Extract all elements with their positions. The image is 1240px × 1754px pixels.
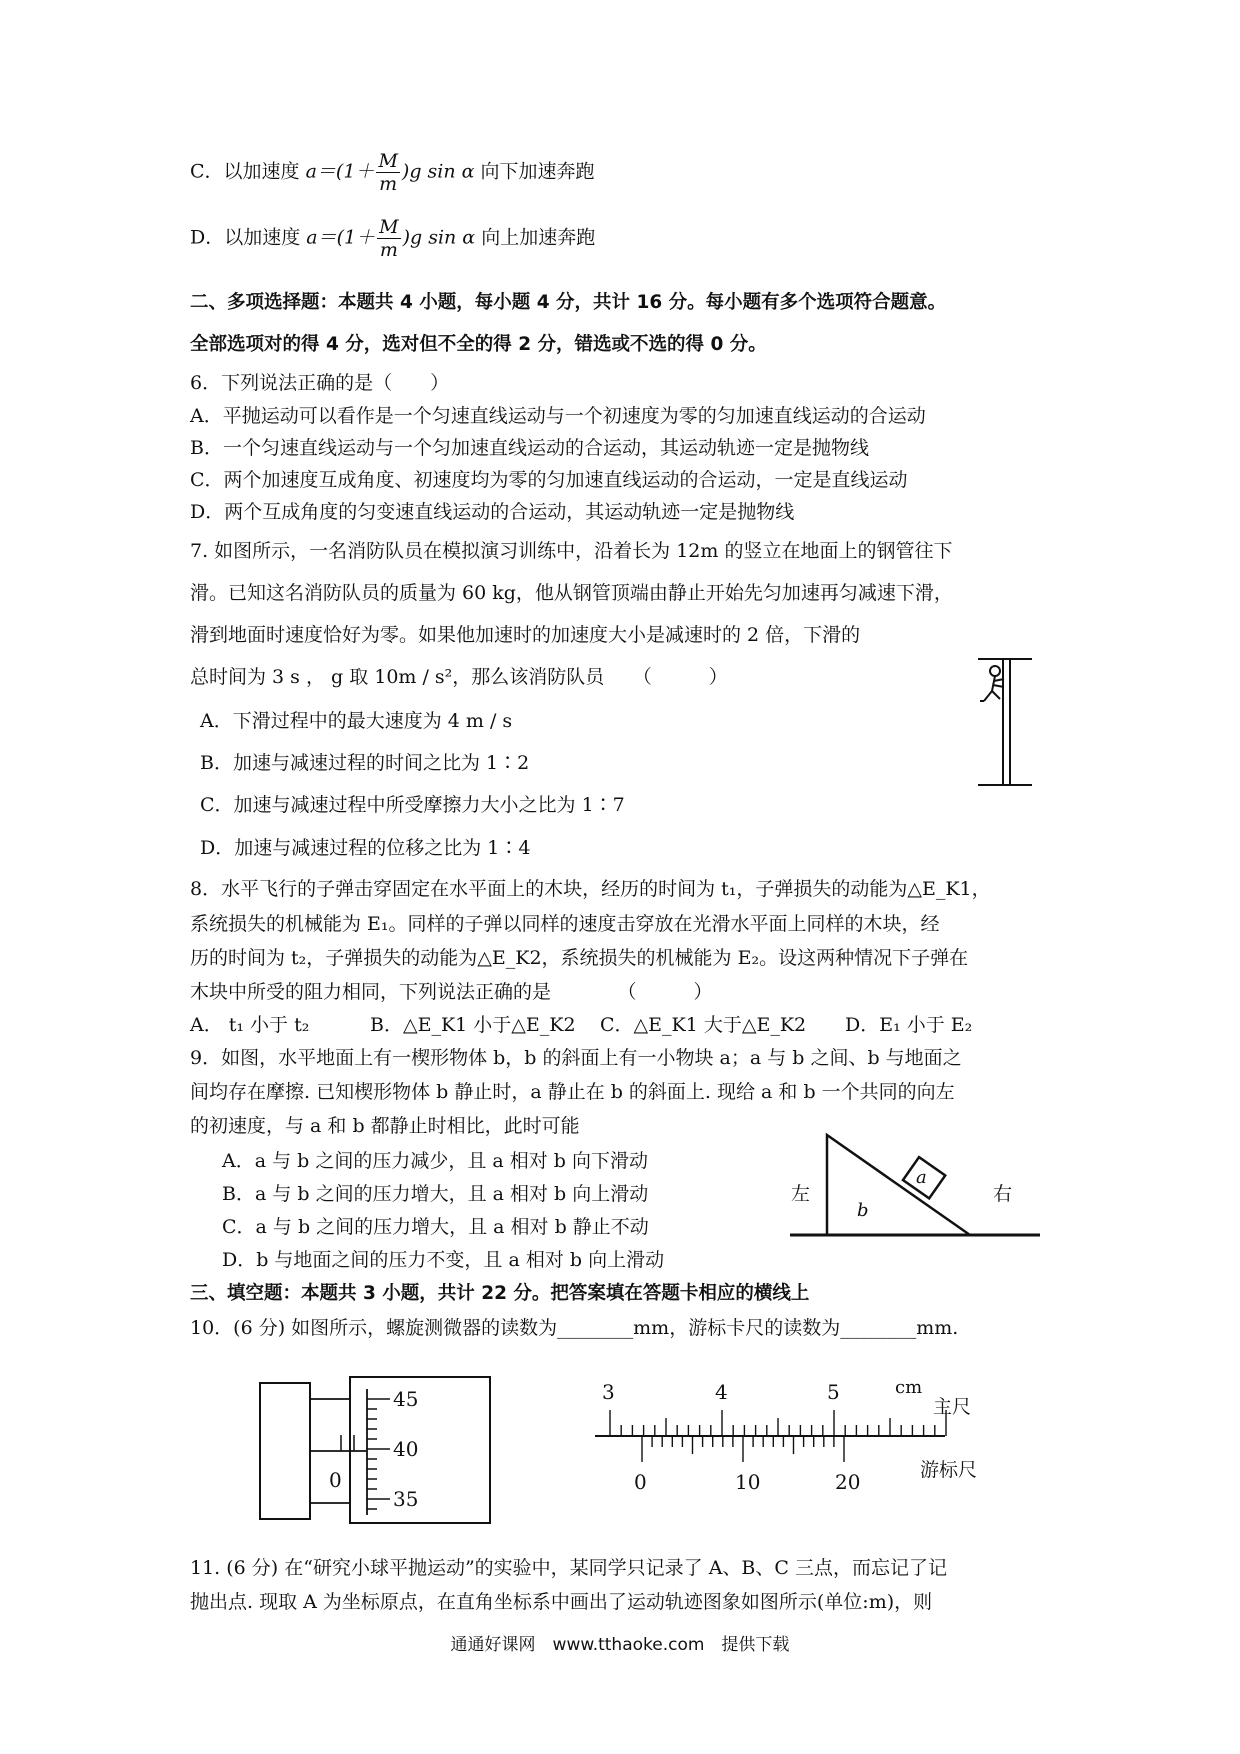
q11-line-2: 抛出点. 现取 A 为坐标原点，在直角坐标系中画出了运动轨迹图象如图所示(单位:m)，则 (190, 1591, 933, 1613)
q8-line-3: 历的时间为 t₂，子弹损失的动能为△E_K2，系统损失的机械能为 E₂。设这两种情况下子弹在 (190, 947, 969, 969)
q7-line-4: 总时间为 3 s ， g 取 10m / s²，那么该消防队员 （ ） (190, 666, 728, 688)
label-left: 左 (791, 1183, 811, 1205)
micrometer-figure (255, 1375, 495, 1525)
caliper-main-name: 主尺 (933, 1396, 972, 1418)
q8-option-d: D．E₁ 小于 E₂ (845, 1014, 973, 1036)
caliper-main-3: 3 (602, 1380, 615, 1404)
q7-line-1: 7. 如图所示，一名消防队员在模拟演习训练中，沿着长为 12m 的竖立在地面上的钢管往下 (190, 540, 953, 562)
q6-option-b: B．一个匀速直线运动与一个匀加速直线运动的合运动，其运动轨迹一定是抛物线 (190, 437, 869, 459)
formula-left: a＝(1＋ (306, 226, 376, 249)
q9-line-2: 间均存在摩擦. 已知楔形物体 b 静止时，a 静止在 b 的斜面上. 现给 a 和 b 一个共同的向左 (190, 1081, 955, 1103)
q7-option-a: A．下滑过程中的最大速度为 4 m / s (200, 710, 513, 732)
option-d-suffix: 向上加速奔跑 (481, 226, 596, 249)
formula-right: )g sin α (401, 160, 475, 183)
q7-line-2: 滑。已知这名消防队员的质量为 60 kg，他从钢管顶端由静止开始先匀加速再匀减速下滑， (190, 582, 953, 604)
fraction-numerator: M (378, 150, 398, 172)
option-c-suffix: 向下加速奔跑 (480, 160, 595, 183)
wedge-figure (785, 1130, 1045, 1240)
q5-option-d (190, 216, 595, 261)
micrometer-label-40: 40 (393, 1437, 419, 1461)
q8-option-b: B．△E_K1 小于△E_K2 (370, 1014, 576, 1036)
q9-option-d: D．b 与地面之间的压力不变，且 a 相对 b 向上滑动 (222, 1249, 665, 1271)
option-c-prefix: C．以加速度 (190, 160, 300, 183)
section2-heading-2: 全部选项对的得 4 分，选对但不全的得 2 分，错选或不选的得 0 分。 (190, 334, 767, 355)
fraction-denominator: m (379, 173, 398, 195)
q8-line-2: 系统损失的机械能为 E₁。同样的子弹以同样的速度击穿放在光滑水平面上同样的木块，经 (190, 913, 940, 935)
q7-option-c: C．加速与减速过程中所受摩擦力大小之比为 1∶7 (200, 794, 625, 816)
q8-line-4: 木块中所受的阻力相同，下列说法正确的是 （ ） (190, 981, 713, 1003)
page-footer: 通通好课网 www.tthaoke.com 提供下载 (450, 1635, 790, 1655)
q5-option-c (190, 150, 595, 195)
caliper-figure (590, 1375, 1010, 1500)
fraction (376, 150, 399, 195)
q9-line-3: 的初速度，与 a 和 b 都静止时相比，此时可能 (190, 1115, 580, 1137)
label-b: b (857, 1200, 869, 1221)
q8-option-c: C．△E_K1 大于△E_K2 (600, 1014, 807, 1036)
section3-heading: 三、填空题：本题共 3 小题，共计 22 分。把答案填在答题卡相应的横线上 (190, 1283, 810, 1304)
q6-option-d: D．两个互成角度的匀变速直线运动的合运动，其运动轨迹一定是抛物线 (190, 501, 795, 523)
fraction (377, 216, 400, 261)
q9-option-b: B．a 与 b 之间的压力增大，且 a 相对 b 向上滑动 (222, 1183, 649, 1205)
caliper-vernier-10: 10 (735, 1470, 761, 1494)
caliper-main-4: 4 (715, 1380, 728, 1404)
section2-heading-1: 二、多项选择题：本题共 4 小题，每小题 4 分，共计 16 分。每小题有多个选项符合题意。 (190, 292, 947, 313)
caliper-vernier-name: 游标尺 (920, 1459, 978, 1481)
caliper-vernier-0: 0 (634, 1470, 647, 1494)
q8-line-1: 8．水平飞行的子弹击穿固定在水平面上的木块，经历的时间为 t₁，子弹损失的动能为△E_K1， (190, 878, 991, 900)
caliper-unit: cm (895, 1377, 923, 1398)
q9-line-1: 9．如图，水平地面上有一楔形物体 b，b 的斜面上有一小物块 a；a 与 b 之间、b 与地面之 (190, 1047, 962, 1069)
q6-stem: 6．下列说法正确的是（ ） (190, 372, 450, 394)
micrometer-label-35: 35 (393, 1487, 419, 1511)
q8-option-a: A． t₁ 小于 t₂ (190, 1014, 310, 1036)
formula-left: a＝(1＋ (305, 160, 375, 183)
fraction-numerator: M (379, 216, 399, 238)
caliper-main-5: 5 (827, 1380, 840, 1404)
q7-line-3: 滑到地面时速度恰好为零。如果他加速时的加速度大小是减速时的 2 倍，下滑的 (190, 624, 861, 646)
fraction-denominator: m (379, 239, 398, 261)
q9-option-a: A．a 与 b 之间的压力减少，且 a 相对 b 向下滑动 (222, 1150, 648, 1172)
label-right: 右 (993, 1183, 1013, 1205)
caliper-main-ticks (610, 1410, 946, 1436)
caliper-vernier-ticks (642, 1436, 844, 1462)
q7-option-d: D．加速与减速过程的位移之比为 1∶4 (200, 837, 531, 859)
firefighter-figure (970, 655, 1040, 790)
q11-line-1: 11. (6 分) 在“研究小球平抛运动”的实验中，某同学只记录了 A、B、C 三点，而忘记了记 (190, 1557, 947, 1579)
option-d-prefix: D．以加速度 (190, 226, 301, 249)
q6-option-c: C．两个加速度互成角度、初速度均为零的匀加速直线运动的合运动，一定是直线运动 (190, 469, 908, 491)
q6-option-a: A．平抛运动可以看作是一个匀速直线运动与一个初速度为零的匀加速直线运动的合运动 (190, 405, 926, 427)
micrometer-label-0: 0 (329, 1468, 342, 1492)
q9-option-c: C．a 与 b 之间的压力增大，且 a 相对 b 静止不动 (222, 1216, 649, 1238)
q7-option-b: B．加速与减速过程的时间之比为 1∶2 (200, 752, 530, 774)
micrometer-label-45: 45 (393, 1387, 419, 1411)
caliper-vernier-20: 20 (835, 1470, 861, 1494)
formula-right: )g sin α (402, 226, 476, 249)
q10-line-1: 10．(6 分) 如图所示，螺旋测微器的读数为________mm，游标卡尺的读数为________mm. (190, 1317, 959, 1339)
label-a: a (916, 1167, 927, 1188)
